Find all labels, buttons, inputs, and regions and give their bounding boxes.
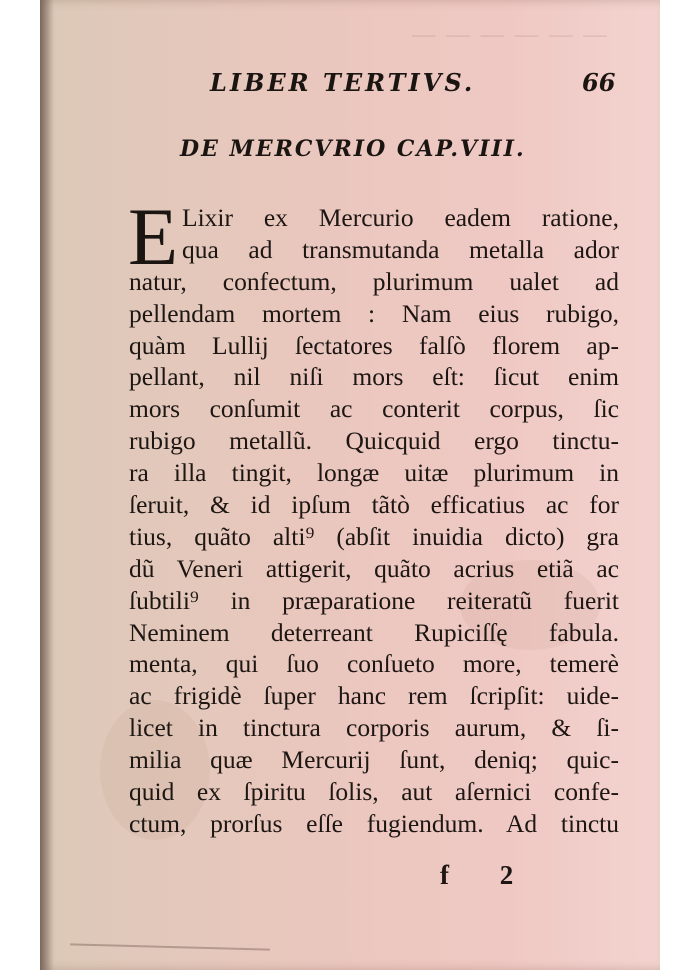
text-line: ra illa tingit, longæ uitæ plurimum in xyxy=(129,458,619,488)
text-line: rubigo metallũ. Quicquid ergo tinctu- xyxy=(129,426,619,456)
text-line: quid ex ſpiritu ſolis, aut aſernici confe- xyxy=(129,777,619,807)
text-line: qua ad transmutanda metalla ador xyxy=(182,234,619,264)
text-line: ctum, prorſus eſſe fugiendum. Ad tinctu xyxy=(129,808,619,838)
text-line: Neminem deterreant Rupiciſſę fabula. xyxy=(129,617,619,647)
page-header xyxy=(170,62,630,98)
text-line: tius, quãto alti⁹ (abſit inuidia dicto) gra xyxy=(129,521,619,551)
chapter-heading: DE MERCVRIO CAP.VIII. xyxy=(180,136,526,162)
text-line: milia quæ Mercurij ſunt, deniq; quic- xyxy=(129,745,619,775)
text-line: dũ Veneri attigerit, quãto acrius etiã ac xyxy=(129,553,619,583)
text-line: quàm Lullij ſectatores falſò florem ap- xyxy=(129,330,619,360)
text-line: ſubtili⁹ in præparatione reiteratũ fuerit xyxy=(129,585,619,615)
text-line: natur, confectum, plurimum ualet ad xyxy=(129,266,619,296)
text-line: ſeruit, & id ipſum tãtò efficatius ac for xyxy=(129,490,619,520)
running-title: LIBER TERTIVS. xyxy=(210,68,476,97)
text-line: mors conſumit ac conterit corpus, ſic xyxy=(129,394,619,424)
book-page xyxy=(40,0,660,970)
text-line: Lixir ex Mercurio eadem ratione, xyxy=(182,203,619,232)
text-line: menta, qui ſuo conſueto more, temerè xyxy=(129,649,619,679)
signature-mark: f 2 xyxy=(440,860,536,890)
text-line: licet in tinctura corporis aurum, & ſi- xyxy=(129,713,619,743)
bottom-rule xyxy=(70,943,270,950)
text-line: ac frigidè ſuper hanc rem ſcripſit: uide- xyxy=(129,681,619,711)
page-number: 66 xyxy=(582,68,616,97)
text-line: pellant, nil niſi mors eſt: ſicut enim xyxy=(129,362,619,392)
drop-cap-initial: E xyxy=(128,191,179,282)
text-line: pellendam mortem : Nam eius rubigo, xyxy=(129,298,619,328)
gutter-shadow xyxy=(40,0,54,970)
show-through-text: — — — — — — xyxy=(410,20,608,50)
body-text xyxy=(129,202,619,840)
